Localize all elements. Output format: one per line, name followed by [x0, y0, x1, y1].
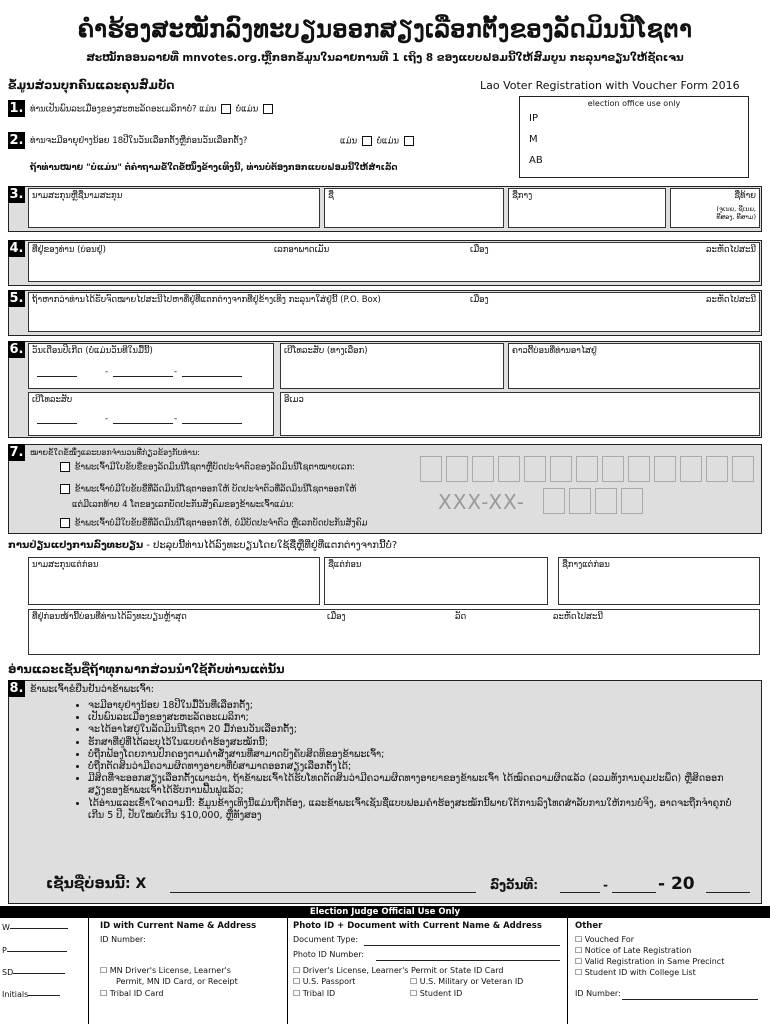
official-col2-opt4-label: Tribal ID: [302, 989, 336, 998]
q8-bullet: • ເປັນພົນລະເມືອງຂອງສະຫະລັດອະເມລິກາ;: [88, 712, 738, 724]
q8-date-year-line[interactable]: [706, 892, 750, 893]
official-col3-opt: ☐ Student ID with College List: [575, 968, 696, 977]
official-col1-id-number[interactable]: ID Number:: [100, 935, 146, 944]
dl-digit-box[interactable]: [420, 456, 442, 482]
q3-middle-name-field[interactable]: [508, 188, 666, 228]
q7-ssn-prefix: XXX-XX-: [438, 490, 525, 514]
q6-phone-label: ເບີໂທລະສັບ: [32, 395, 73, 405]
official-col2-doctype[interactable]: Document Type:: [293, 935, 359, 944]
q8-date-label: ລົງວັນທີ:: [490, 878, 538, 892]
q1-citizen-question: [30, 104, 275, 115]
dl-digit-box[interactable]: [706, 456, 728, 482]
official-col2-opt1: ☐ Driver's License, Learner's Permit or State ID Card: [293, 966, 504, 975]
q7-option-2: [58, 484, 356, 495]
office-field-m[interactable]: M: [529, 134, 538, 145]
q5-mailing-field[interactable]: [28, 292, 760, 332]
q7-option-2-text: ຂ້າພະເຈົ້າບໍ່ມີໃບຂັບຂີ່ທີ່ລັດມິນນີໂຊຕາອອກໃຫ້ ບັດປະຈຳຕົວທີ່ລັດມິນນີໂຊຕາອອກໃຫ້: [74, 484, 357, 495]
official-field-p[interactable]: [2, 946, 67, 955]
q6-dob-field[interactable]: [28, 343, 274, 389]
official-col3-opt: ☐ Valid Registration in Same Precinct: [575, 957, 725, 966]
official-field-w[interactable]: [2, 923, 68, 932]
q7-option-1: [58, 462, 355, 473]
official-field-initials-label: Initials: [2, 990, 29, 999]
dl-digit-box[interactable]: [732, 456, 754, 482]
q6-dob-year-line: [182, 376, 242, 377]
q8-date-dash: -: [603, 878, 608, 892]
q8-date-day-line[interactable]: [612, 892, 656, 893]
office-field-ab[interactable]: AB: [529, 155, 543, 166]
official-field-initials[interactable]: [2, 990, 60, 999]
previous-middle-name-field[interactable]: [558, 557, 760, 605]
q8-bullet: • ໄດ້ອ່ານແລະເຂົ້າໃຈຄວາມນີ້: ຂໍ້ມູນຂ້າງເທິງນີ້ແມ່ນຖືກຕ້ອງ, ແລະຂ້າພະເຈົ້າເຊັນຊື່ແບບຟອມຄຳຮ້ອງສະໝັກນີ້ພາຍໃຕ້ການລົງໂທດສຳລັບການໃຫ້ການບໍ່ຈິງ, ອາດຈະຖືກຈຳຄຸກບໍ່ເກີນ 5 ປີ, ປັບໃໝບໍ່ເກີນ $10,000, ຫຼືທັງສອງ: [88, 798, 738, 822]
q8-intro: ຂ້າພະເຈົ້າຂໍຢືນຢັນວ່າຂ້າພະເຈົ້າ:: [30, 684, 154, 695]
q7-option-3-checkbox[interactable]: [60, 518, 70, 528]
official-col1-opt2-label: Tribal ID Card: [109, 989, 164, 998]
official-col2-opt4: ☐ Tribal ID: [293, 989, 336, 998]
dl-digit-box[interactable]: [576, 456, 598, 482]
q6-phone-area-line: [37, 423, 77, 424]
q4-address-label: ທີ່ຢູ່ຂອງທ່ານ (ບ່ອນຢູ່): [32, 245, 106, 255]
office-use-label: election office use only: [587, 99, 681, 108]
q2-yes-label: ແມ່ນ: [340, 136, 358, 147]
official-col1-opt1b: Permit, MN ID Card, or Receipt: [116, 977, 238, 986]
q6-county-label: ຄາວຕີ້ບ່ອນທີ່ທ່ານອາໄສຢູ່: [512, 346, 597, 356]
question-number-2: 2.: [9, 133, 24, 148]
q1-text: ທ່ານເປັນພົນລະເມືອງຂອງສະຫະລັດອະເມລິກາບໍ່? ແມ່ນ: [30, 104, 217, 115]
q6-phone-optional-field[interactable]: [280, 343, 504, 389]
question-number-8: 8.: [9, 681, 24, 696]
q6-email-field[interactable]: [280, 392, 760, 436]
previous-state-label: ລັດ: [455, 612, 467, 622]
q6-dob-month-line: [37, 376, 77, 377]
q8-affirmation-list: [88, 700, 738, 822]
dl-digit-box[interactable]: [680, 456, 702, 482]
q6-county-field[interactable]: [508, 343, 760, 389]
question-number-1: 1.: [9, 101, 24, 116]
q2-no-label: ບໍ່ແມ່ນ: [376, 136, 400, 147]
q3-first-label: ຊື່: [328, 191, 334, 201]
section-heading-personal: ຂໍ້ມູນສ່ວນບຸກຄົນແລະຄຸນສົມບັດ: [8, 78, 175, 92]
previous-address-field[interactable]: [28, 609, 760, 655]
q6-dob-dash1: -: [105, 367, 109, 377]
official-doctype-line: [364, 945, 560, 946]
q7-option-1-text: ຂ້າພະເຈົ້າມີໃບຂັບຂີ່ຂອງລັດມິນນີໂຊຕາຫຼືບັດປະຈຳຕົວຂອງລັດມິນນີໂຊຕາໝາຍເລກ:: [74, 462, 355, 473]
official-col2-title: Photo ID + Document with Current Name & Address: [293, 921, 542, 931]
previous-zip-label: ລະຫັດໄປສະນີ: [553, 612, 603, 622]
q2-warning: ຖ້າທ່ານໝາຍ "ບໍ່ແມ່ນ" ຕໍ່ຄຳຖາມຂໍ້ໃດຂໍ້ໜຶ່ງຂ້າງເທິງນີ້, ທ່ານບໍ່ຕ້ອງກອກແບບຟອມນີ້ໃຫ້ສຳເລັດ: [30, 163, 398, 173]
q8-bullet: • ຈະມີອາຍຸຢ່າງນ້ອຍ 18ປີໃນມື້ວັນທີ່ເລືອກຕັ້ງ;: [88, 700, 738, 712]
q4-zip-label: ລະຫັດໄປສະນີ: [706, 245, 756, 255]
previous-hint: - ປະລຸບນີ້ທ່ານໄດ້ລົງທະບຽນໂດຍໃຊ້ຊື່ຫຼືທີ່ຢູ່ທີ່ແຕກຕ່າງຈາກນີ້ບໍ່?: [143, 540, 398, 551]
q7-option-2-continued: ແຕ່ມີເລກທ້າຍ 4 ໂຕຂອງເລກບັດປະກັນສັງຄົມຂອງຂ້າພະເຈົ້າແມ່ນ:: [72, 500, 295, 510]
q1-no-checkbox[interactable]: [263, 104, 273, 114]
question-number-3: 3.: [9, 187, 24, 202]
official-col3-opt-label: Student ID with College List: [584, 968, 696, 977]
official-col1-opt1: ☐ MN Driver's License, Learner's: [100, 966, 231, 975]
question-number-4: 4.: [9, 241, 24, 256]
official-col3-opt: ☐ Notice of Late Registration: [575, 946, 692, 955]
q6-phone-field[interactable]: [28, 392, 274, 436]
q8-signature-line[interactable]: [170, 892, 476, 893]
q6-phone-line-line: [182, 423, 242, 424]
official-col1-opt1-label: MN Driver's License, Learner's: [109, 966, 231, 975]
q7-option-2-checkbox[interactable]: [60, 484, 70, 494]
q6-dob-day-line: [113, 376, 173, 377]
q3-surname-label: ນາມສະກຸນຫຼືຊື່ນາມສະກຸນ: [32, 191, 123, 201]
dl-digit-box[interactable]: [524, 456, 546, 482]
previous-middle-label: ຊື່ກາງແຕ່ກ່ອນ: [562, 560, 610, 570]
office-field-ip[interactable]: IP: [529, 113, 538, 124]
q8-bullet: • ຮັກສາທີ່ຢູ່ທີ່ໄດ້ລະບຸໄວ້ໃນແບບຄຳຮ້ອງສະໝັກນີ້;: [88, 737, 738, 749]
q3-suffix-label: ຊື່ທ້າຍ: [734, 191, 756, 201]
official-col3-opt: ☐ Vouched For: [575, 935, 635, 944]
form-subtitle: ສະໝັກອອນລາຍທີ່ mnvotes.org.ຫຼືກອກຂໍ້ມູນໃນລາຍການທີ 1 ເຖິງ 8 ຂອງແບບຟອມນີ້ໃຫ້ສົມບູນ ກະລຸນາຂຽນໃຫ້ຊັດເຈນ: [86, 52, 684, 64]
dl-digit-box[interactable]: [472, 456, 494, 482]
official-col1-title: ID with Current Name & Address: [100, 921, 257, 931]
q4-address-field[interactable]: [28, 242, 760, 282]
q5-zip-label: ລະຫັດໄປສະນີ: [706, 295, 756, 305]
official-col3-id-number[interactable]: ID Number:: [575, 989, 621, 998]
q1-no-label: ບໍ່ແມ່ນ: [235, 104, 259, 115]
official-photoid-line: [376, 960, 560, 961]
question-number-7: 7.: [9, 445, 24, 460]
q3-first-name-field[interactable]: [324, 188, 504, 228]
q3-suffix-field[interactable]: [670, 188, 760, 228]
q7-option-1-checkbox[interactable]: [60, 462, 70, 472]
official-col2-opt1-label: Driver's License, Learner's Permit or State ID Card: [302, 966, 504, 975]
q6-phone-dash1: -: [105, 414, 109, 424]
dl-digit-box[interactable]: [654, 456, 676, 482]
official-col3-opt-label: Notice of Late Registration: [584, 946, 692, 955]
q1-yes-checkbox[interactable]: [221, 104, 231, 114]
official-col1-opt2: ☐ Tribal ID Card: [100, 989, 164, 998]
q8-bullet: • ມີສິດທີ່ຈະອອກສຽງເລືອກຕັ້ງເພາະວ່າ, ຖ້າຂ້າພະເຈົ້າໄດ້ຮັບໂທດຕັດສິນວ່າມີຄວາມຜິດທາງອາຍາຂອງຂ້າພະເຈົ້າ ໄດ້ໝົດຄວາມຜິດແລ້ວ (ລວມທັງການຄຸມປະພຶດ) ຫຼືສິດອອກສຽງຂອງຂ້າພະເຈົ້າໄດ້ຮັບການຟື້ນຟູແລ້ວ;: [88, 773, 738, 797]
official-col2-opt2: ☐ U.S. Passport: [293, 977, 356, 986]
ssn-digit-box[interactable]: [595, 488, 617, 514]
q7-option-3: [58, 518, 367, 529]
official-col3-opt-label: Vouched For: [584, 935, 635, 944]
q8-bullet: • ບໍ່ຖືກຕັດສິນວ່າມີຄວາມຜິດທາງອາຍາທີ່ບໍ່ສາມາດອອກສຽງເລືອກຕັ້ງໄດ້;: [88, 761, 738, 773]
official-col2-opt3-label: U.S. Military or Veteran ID: [419, 977, 524, 986]
official-col3-opt-label: Valid Registration in Same Precinct: [584, 957, 725, 966]
previous-first-name-field[interactable]: [324, 557, 548, 605]
q3-surname-field[interactable]: [28, 188, 320, 228]
dl-digit-box[interactable]: [498, 456, 520, 482]
official-col2-opt2-label: U.S. Passport: [302, 977, 356, 986]
question-number-5: 5.: [9, 291, 24, 306]
q6-email-label: ອີເມວ: [284, 395, 304, 405]
previous-first-label: ຊື່ແຕ່ກ່ອນ: [328, 560, 362, 570]
official-col2-opt5: ☐ Student ID: [410, 989, 463, 998]
question-number-6: 6.: [9, 342, 24, 357]
q8-bullet: • ບໍ່ຖືກຟ້ອງໂດຍການປົກຄອງຕາມຄຳສັ່ງສານທີ່ສາມາດບັງຄັບສິດທິຂອງຂ້າພະເຈົ້າ;: [88, 749, 738, 761]
q2-no-checkbox[interactable]: [404, 136, 414, 146]
official-field-sd-label: SD: [2, 968, 14, 977]
previous-surname-label: ນາມສະກຸນແຕ່ກ່ອນ: [32, 560, 99, 570]
q6-dob-label: ວັນເດືອນປີເກີດ (ບໍ່ແມ່ນວັນທີໃນມື້ນີ້): [32, 346, 153, 356]
q2-yes-checkbox[interactable]: [362, 136, 372, 146]
dl-digit-box[interactable]: [628, 456, 650, 482]
previous-surname-field[interactable]: [28, 557, 320, 605]
previous-address-label: ທີ່ຢູ່ກ່ອນໜ້ານີ້ບ່ອນທີ່ທ່ານໄດ້ລົງທະບຽນຫຼ້າສຸດ: [32, 612, 187, 622]
ssn-digit-box[interactable]: [543, 488, 565, 514]
previous-title: ການປ່ຽນແປງການລົງທະບຽນ: [8, 540, 144, 551]
ssn-digit-box[interactable]: [569, 488, 591, 514]
official-field-sd[interactable]: [2, 968, 65, 977]
official-col2-opt5-label: Student ID: [419, 989, 463, 998]
q8-signature-label: ເຊັນຊື່ບ່ອນນີ້: X: [46, 876, 147, 892]
official-divider: [287, 918, 288, 1024]
q6-phone-prefix-line: [113, 423, 173, 424]
q8-year-prefix: - 20: [658, 874, 695, 894]
official-field-w-label: W: [2, 923, 10, 932]
dl-digit-box[interactable]: [446, 456, 468, 482]
official-field-p-label: P: [2, 946, 7, 955]
q3-suffix-hint: (ຈູເນຍ, ຊີເນຍ, ທີສອງ, ທີສາມ): [716, 205, 756, 221]
previous-registration-heading: [8, 540, 397, 551]
official-col3-id-line: [622, 999, 758, 1000]
official-divider: [567, 918, 568, 1024]
q7-option-3-text: ຂ້າພະເຈົ້າບໍ່ມີໃບຂັບຂີ່ທີ່ລັດມິນນີໂຊຕາອອກໃຫ້, ບໍ່ມີບັດປະຈຳຕົວ ຫຼືເລກບັດປະກັນສັງຄົມ: [74, 518, 368, 529]
q4-unit-label: ເລກອາພາດເມັນ: [274, 245, 330, 255]
previous-city-label: ເມືອງ: [327, 612, 346, 622]
q4-city-label: ເມືອງ: [470, 245, 489, 255]
q6-dob-dash2: -: [174, 367, 178, 377]
official-divider: [88, 918, 89, 1024]
q5-city-label: ເມືອງ: [470, 295, 489, 305]
q2-age-question: ທ່ານຈະມີອາຍຸຢ່າງນ້ອຍ 18ປີໃນວັນເລືອກຕັ້ງຫຼືກ່ອນວັນເລືອກຕັ້ງ?: [30, 136, 248, 146]
official-col3-title: Other: [575, 921, 603, 931]
dl-digit-box[interactable]: [550, 456, 572, 482]
q8-heading: ອ່ານແລະເຊັນຊື່ຖ້າທຸກພາກສ່ວນນຳໃຊ້ກັບທ່ານແຕ່ນັ້ນ: [8, 662, 285, 676]
official-use-header: Election Judge Official Use Only: [0, 906, 770, 918]
form-title: ຄຳຮ້ອງສະໝັກລົງທະບຽນອອກສຽງເລືອກຕັ້ງຂອງລັດມິນນີໂຊຕາ: [77, 14, 693, 43]
q6-phone-optional-label: ເບີໂທລະສັບ (ທາງເລືອກ): [284, 346, 368, 356]
ssn-digit-box[interactable]: [621, 488, 643, 514]
election-office-use-box: [519, 96, 749, 178]
form-name: Lao Voter Registration with Voucher Form 2016: [480, 79, 740, 92]
q6-phone-dash2: -: [174, 414, 178, 424]
dl-digit-box[interactable]: [602, 456, 624, 482]
q5-mailing-label: ຖ້າຫາກວ່າທ່ານໄດ້ຮັບຈົດໝາຍໄປສະນີໄປຫາທີ່ຢູ່ທີ່ແຕກຕ່າງຈາກທີ່ຢູ່ຂ້າງເທິງ ກະລຸນາໃສ່ຢູ່ນີ້ (P.O. Box): [32, 295, 381, 305]
q3-middle-label: ຊື່ກາງ: [512, 191, 533, 201]
q8-bullet: • ຈະໄດ້ອາໄສຢູ່ໃນລັດມິນນີໂຊຕາ 20 ມື້ກ່ອນວັນເລືອກຕັ້ງ;: [88, 724, 738, 736]
official-col2-opt3: ☐ U.S. Military or Veteran ID: [410, 977, 524, 986]
official-col2-photoid[interactable]: Photo ID Number:: [293, 950, 365, 959]
q7-intro: ໝາຍຂໍ້ໃດຂໍ້ໜຶ່ງແລະບອກຈຳນວນທີ່ກ່ຽວຂ້ອງກັບທ່ານ:: [30, 448, 200, 457]
q2-answers: [340, 136, 416, 147]
q8-date-month-line[interactable]: [560, 892, 600, 893]
